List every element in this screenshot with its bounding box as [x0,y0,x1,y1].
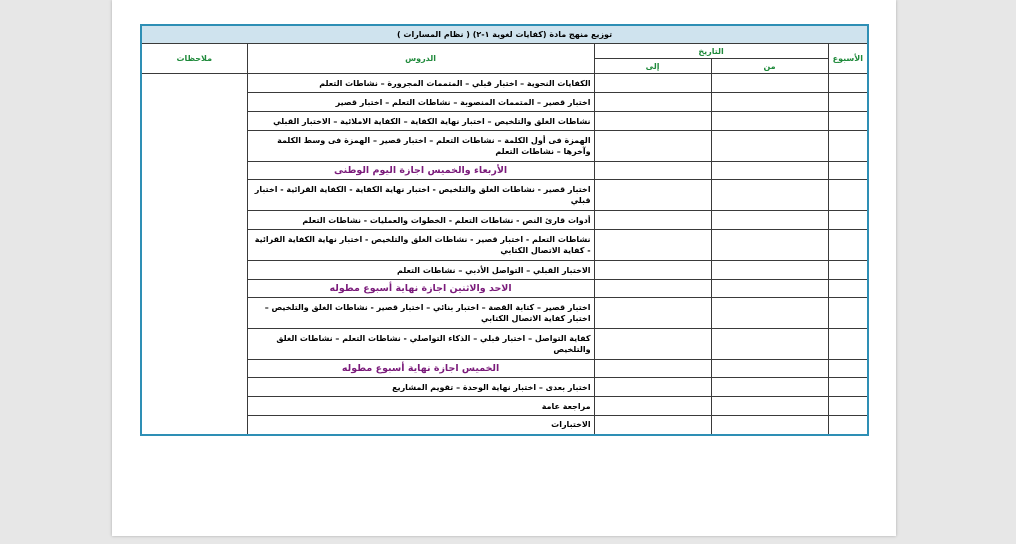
lesson-cell: اختبار بعدى – اختبار نهاية الوحدة – تقويم المشاريع [247,378,594,397]
date-to-cell [594,378,711,397]
week-cell [828,230,868,261]
table-row [141,416,868,435]
notes-cell [141,74,247,435]
date-to-cell [594,416,711,435]
date-to-cell [594,131,711,162]
week-cell [828,93,868,112]
table-row [141,261,868,280]
table-title-row [141,25,868,44]
date-from-cell [711,131,828,162]
holiday-row [141,360,868,378]
table-row [141,397,868,416]
lesson-cell: الهمزة فى أول الكلمة – نشاطات التعلم – اختبار قصير – الهمزة فى وسط الكلمة وآخرها – نشاطات التعلم [247,131,594,162]
table-row [141,298,868,329]
date-to-cell [594,162,711,180]
date-from-cell [711,397,828,416]
date-from-cell [711,329,828,360]
document-page [112,0,896,536]
table-row [141,131,868,162]
date-header: التاريخ [594,44,828,59]
week-cell [828,131,868,162]
date-to-cell [594,280,711,298]
table-row [141,211,868,230]
date-to-cell [594,211,711,230]
date-to-cell [594,180,711,211]
date-from-cell [711,360,828,378]
date-from-cell [711,93,828,112]
curriculum-table [140,24,869,436]
date-from-cell [711,298,828,329]
lesson-cell: نشاطات التعلم - اختبار قصير - نشاطات الغلق والتلخيص - اختبار نهاية الكفاية القرائية - كفاية الاتصال الكتابي [247,230,594,261]
date-from-cell [711,230,828,261]
lesson-cell: اختبار قصير - نشاطات الغلق والتلخيص - اختبار نهاية الكفاية - الكفاية القرائية - اختبار قبلي [247,180,594,211]
holiday-row [141,280,868,298]
date-from-cell [711,74,828,93]
date-from-cell [711,112,828,131]
from-header: من [711,59,828,74]
holiday-label: الخميس اجازة نهاية أسبوع مطوله [247,360,594,378]
week-cell [828,397,868,416]
notes-header: ملاحظات [141,44,247,74]
date-from-cell [711,416,828,435]
date-to-cell [594,93,711,112]
date-from-cell [711,280,828,298]
date-to-cell [594,360,711,378]
holiday-row [141,162,868,180]
table-row [141,230,868,261]
week-cell [828,360,868,378]
lesson-cell: الكفايات النحوية – اختبار قبلي – المتممات المجرورة – نشاطات التعلم [247,74,594,93]
date-to-cell [594,329,711,360]
date-from-cell [711,162,828,180]
table-row [141,180,868,211]
holiday-label: الأربعاء والخميس اجازة اليوم الوطنى [247,162,594,180]
to-header: إلى [594,59,711,74]
lessons-header: الدروس [247,44,594,74]
week-cell [828,298,868,329]
date-to-cell [594,74,711,93]
header-row [141,44,868,59]
date-from-cell [711,261,828,280]
week-header: الأسبوع [828,44,868,74]
table-row [141,74,868,93]
date-to-cell [594,230,711,261]
date-from-cell [711,378,828,397]
table-row [141,93,868,112]
week-cell [828,261,868,280]
date-from-cell [711,180,828,211]
week-cell [828,211,868,230]
week-cell [828,162,868,180]
lesson-cell: اختبار قصير – كتابة القصة – اختبار بنائي – اختبار قصير - نشاطات الغلق والتلخيص – اختبار كفاية الاتصال الكتابي [247,298,594,329]
week-cell [828,112,868,131]
lesson-cell: نشاطات الغلق والتلخيص – اختبار نهاية الكفاية – الكفاية الاملائية – الاختبار القبلي [247,112,594,131]
lesson-cell: الاختبارات [247,416,594,435]
week-cell [828,416,868,435]
week-cell [828,378,868,397]
lesson-cell: أدوات قارئ النص - نشاطات التعلم - الخطوات والعمليات - نشاطات التعلم [247,211,594,230]
lesson-cell: كفاية التواصل – اختبار قبلي – الذكاء التواصلي - نشاطات التعلم – نشاطات الغلق والتلخيص [247,329,594,360]
table-row [141,378,868,397]
lesson-cell: اختبار قصير – المتممات المنصوبة – نشاطات التعلم – اختبار قصير [247,93,594,112]
week-cell [828,280,868,298]
week-cell [828,180,868,211]
date-to-cell [594,397,711,416]
week-cell [828,329,868,360]
table-row [141,112,868,131]
date-to-cell [594,298,711,329]
date-to-cell [594,112,711,131]
date-to-cell [594,261,711,280]
week-cell [828,74,868,93]
lesson-cell: الاختبار القبلي – التواصل الأدبي – نشاطات التعلم [247,261,594,280]
lesson-cell: مراجعة عامة [247,397,594,416]
table-row [141,329,868,360]
date-from-cell [711,211,828,230]
table-title: توزيع منهج مادة (كفايات لغوية ١-٢) ( نظام المسارات ) [141,25,868,44]
holiday-label: الاحد والاثنين اجازة نهاية أسبوع مطوله [247,280,594,298]
